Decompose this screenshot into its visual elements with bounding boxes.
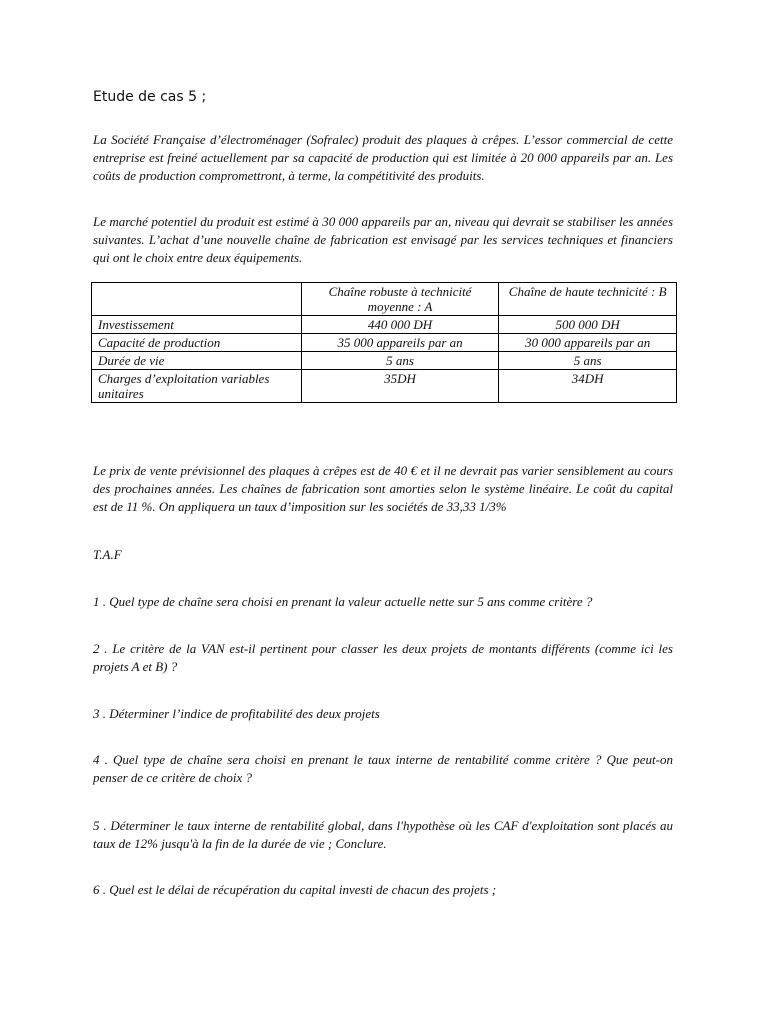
row-label-capacity: Capacité de production xyxy=(92,334,302,352)
table-row xyxy=(92,334,677,352)
variable-costs-chain-b: 34DH xyxy=(499,370,677,403)
row-label-variable-costs: Charges d’exploitation variables unitaires xyxy=(92,370,302,403)
question-2: 2 . Le critère de la VAN est-il pertinent pour classer les deux projets de montants différents (comme ici les projets A et B) ? xyxy=(93,641,673,674)
lifetime-chain-a: 5 ans xyxy=(301,352,499,370)
table-row xyxy=(92,370,677,403)
table-row xyxy=(92,316,677,334)
table-header-chain-a: Chaîne robuste à technicité moyenne : A xyxy=(301,283,499,316)
question-1: 1 . Quel type de chaîne sera choisi en prenant la valeur actuelle nette sur 5 ans comme critère ? xyxy=(93,594,593,609)
investment-chain-b: 500 000 DH xyxy=(499,316,677,334)
investment-chain-a: 440 000 DH xyxy=(301,316,499,334)
capacity-chain-a: 35 000 appareils par an xyxy=(301,334,499,352)
question-5: 5 . Déterminer le taux interne de rentabilité global, dans l'hypothèse où les CAF d'exploitation sont placés au taux de 12% jusqu'à la fin de la durée de vie ; Conclure. xyxy=(93,818,673,851)
variable-costs-chain-a: 35DH xyxy=(301,370,499,403)
table-row xyxy=(92,352,677,370)
table-header-row xyxy=(92,283,677,316)
question-6: 6 . Quel est le délai de récupération du capital investi de chacun des projets ; xyxy=(93,882,497,897)
question-4: 4 . Quel type de chaîne sera choisi en prenant le taux interne de rentabilité comme critère ? Que peut-on penser de ce critère de choix ? xyxy=(93,752,673,785)
lifetime-chain-b: 5 ans xyxy=(499,352,677,370)
row-label-investment: Investissement xyxy=(92,316,302,334)
market-paragraph: Le marché potentiel du produit est estimé à 30 000 appareils par an, niveau qui devrait se stabiliser les années suivantes. L’achat d’une nouvelle chaîne de fabrication est envisagé par les services techniques et financiers qui ont le choix entre deux équipements. xyxy=(93,214,673,265)
row-label-lifetime: Durée de vie xyxy=(92,352,302,370)
question-3: 3 . Déterminer l’indice de profitabilité des deux projets xyxy=(93,706,380,721)
equipment-comparison-table xyxy=(91,282,677,403)
taf-heading: T.A.F xyxy=(93,547,122,562)
capacity-chain-b: 30 000 appareils par an xyxy=(499,334,677,352)
table-header-chain-b: Chaîne de haute technicité : B xyxy=(499,283,677,316)
table-header-empty xyxy=(92,283,302,316)
case-study-title: Etude de cas 5 ; xyxy=(93,89,207,105)
intro-paragraph: La Société Française d’électroménager (Sofralec) produit des plaques à crêpes. L’essor commercial de cette entreprise est freiné actuellement par sa capacité de production qui est limitée à 20 000 appareils par an. Les coûts de production compromettront, à terme, la compétitivité des produits. xyxy=(93,132,673,183)
price-paragraph: Le prix de vente prévisionnel des plaques à crêpes est de 40 € et il ne devrait pas varier sensiblement au cours des prochaines années. Les chaînes de fabrication sont amorties selon le système linéaire. Le coût du capital est de 11 %. On appliquera un taux d’imposition sur les sociétés de 33,33 1/3% xyxy=(93,463,673,514)
